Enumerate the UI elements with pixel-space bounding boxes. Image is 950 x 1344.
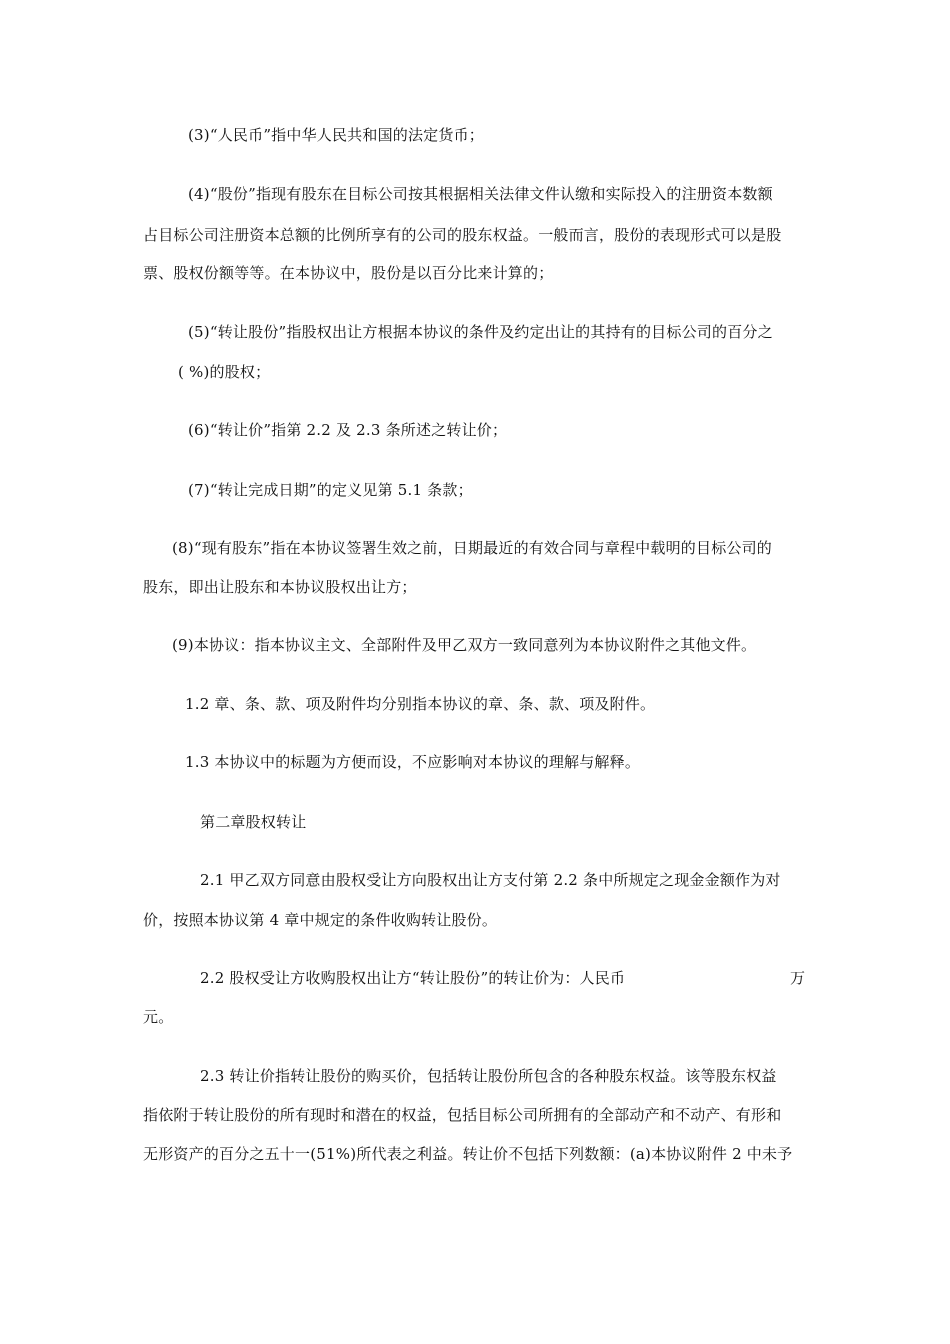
definition-4-shares-line-1: (4)“股份”指现有股东在目标公司按其根据相关法律文件认缴和实际投入的注册资本数额 (188, 185, 773, 203)
clause-2-3-line-3: 无形资产的百分之五十一(51%)所代表之利益。转让价不包括下列数额：(a)本协议附件 2 中未予 (143, 1145, 793, 1163)
clause-2-3-line-2: 指依附于转让股份的所有现时和潜在的权益，包括目标公司所拥有的全部动产和不动产、有形和 (143, 1106, 782, 1124)
clause-2-2-line-2: 元。 (143, 1008, 174, 1026)
definition-5-transfer-shares-line-2: ( %)的股权； (178, 363, 271, 381)
definition-7-completion-date: (7)“转让完成日期”的定义见第 5.1 条款； (188, 481, 473, 499)
clause-2-1-line-1: 2.1 甲乙双方同意由股权受让方向股权出让方支付第 2.2 条中所规定之现金金额作为对 (200, 871, 781, 889)
clause-1-3: 1.3 本协议中的标题为方便而设，不应影响对本协议的理解与解释。 (185, 753, 641, 771)
definition-4-shares-line-3: 票、股权份额等等。在本协议中，股份是以百分比来计算的； (143, 264, 554, 282)
definition-9-agreement: (9)本协议：指本协议主文、全部附件及甲乙双方一致同意列为本协议附件之其他文件。 (172, 636, 757, 654)
chapter-two-heading: 第二章股权转让 (200, 813, 307, 831)
definition-8-existing-shareholders-line-1: (8)“现有股东”指在本协议签署生效之前，日期最近的有效合同与章程中载明的目标公司的 (172, 539, 772, 557)
definition-4-shares-line-2: 占目标公司注册资本总额的比例所享有的公司的股东权益。一般而言，股份的表现形式可以是股 (143, 226, 782, 244)
definition-3-rmb: (3)“人民币”指中华人民共和国的法定货币； (188, 126, 484, 144)
definition-8-existing-shareholders-line-2: 股东，即出让股东和本协议股权出让方； (143, 578, 417, 596)
clause-1-2: 1.2 章、条、款、项及附件均分别指本协议的章、条、款、项及附件。 (185, 695, 656, 713)
clause-2-3-line-1: 2.3 转让价指转让股份的购买价，包括转让股份所包含的各种股东权益。该等股东权益 (200, 1067, 777, 1085)
definition-6-transfer-price: (6)“转让价”指第 2.2 及 2.3 条所述之转让价； (188, 421, 508, 439)
clause-2-2-line-1: 2.2 股权受让方收购股权出让方“转让股份”的转让价为：人民币 (200, 969, 626, 987)
price-unit: 万 (790, 969, 806, 987)
clause-2-1-line-2: 价，按照本协议第 4 章中规定的条件收购转让股份。 (143, 911, 498, 929)
definition-5-transfer-shares-line-1: (5)“转让股份”指股权出让方根据本协议的条件及约定出让的其持有的目标公司的百分之 (188, 323, 773, 341)
